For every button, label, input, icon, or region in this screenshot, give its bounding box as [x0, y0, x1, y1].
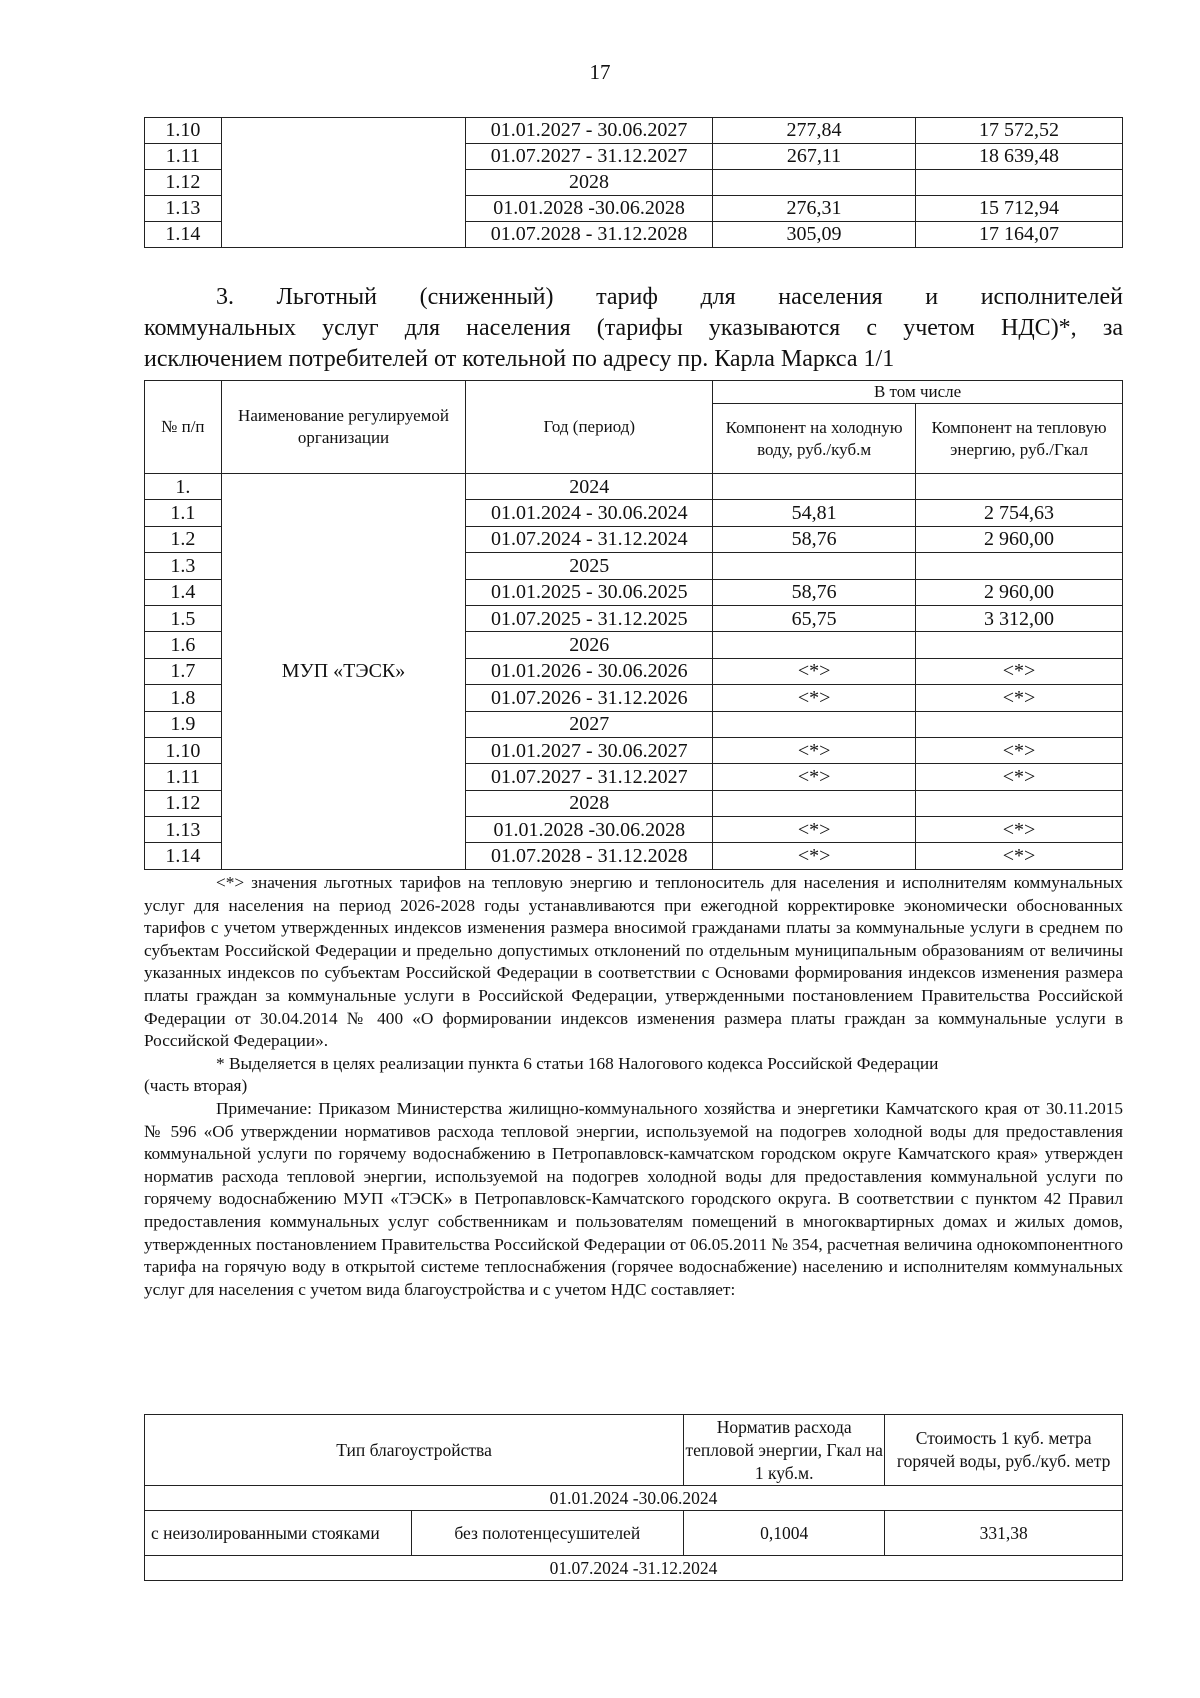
subtype-cell: без полотенцесушителей — [411, 1511, 684, 1556]
section-3-heading — [144, 282, 1123, 375]
period-cell: 01.01.2024 -30.06.2024 — [145, 1486, 1123, 1511]
period-cell: 2024 — [466, 474, 713, 500]
heat-energy-value: 2 960,00 — [916, 579, 1123, 605]
row-number: 1.4 — [145, 579, 222, 605]
period-cell: 2025 — [466, 553, 713, 579]
heading-line: 3. Льготный (сниженный) тариф для населения и исполнителей — [216, 284, 1123, 310]
heat-energy-value — [916, 553, 1123, 579]
organization-cell — [221, 118, 465, 248]
heat-energy-value: <*> — [916, 737, 1123, 763]
row-number: 1.6 — [145, 632, 222, 658]
table1-body — [145, 118, 1123, 248]
heat-energy-value: <*> — [916, 764, 1123, 790]
heat-energy-value — [916, 632, 1123, 658]
period-cell: 01.07.2024 -31.12.2024 — [145, 1556, 1123, 1581]
period-row — [145, 1486, 1123, 1511]
heading-line: исключением потребителей от котельной по адресу пр. Карла Маркса 1/1 — [144, 346, 895, 372]
heat-energy-value: 17 164,07 — [916, 222, 1123, 248]
header-norm: Норматив расхода тепловой энергии, Гкал на 1 куб.м. — [684, 1415, 885, 1486]
cold-water-value — [713, 711, 916, 737]
cold-water-value: 267,11 — [713, 144, 916, 170]
tariff-table-continued — [144, 117, 1123, 248]
period-cell: 01.07.2028 - 31.12.2028 — [466, 222, 713, 248]
heat-energy-value: 3 312,00 — [916, 605, 1123, 631]
table-row — [145, 118, 1123, 144]
cold-water-value — [713, 170, 916, 196]
period-cell: 01.01.2024 - 30.06.2024 — [466, 500, 713, 526]
header-including: В том числе — [713, 381, 1123, 404]
cold-water-value — [713, 553, 916, 579]
heat-energy-value — [916, 711, 1123, 737]
period-cell: 01.07.2028 - 31.12.2028 — [466, 843, 713, 869]
heat-energy-value: <*> — [916, 843, 1123, 869]
table3-body — [145, 1415, 1123, 1581]
period-cell: 2026 — [466, 632, 713, 658]
period-row — [145, 1556, 1123, 1581]
row-number: 1.11 — [145, 144, 222, 170]
table2-header — [145, 381, 1123, 474]
heat-energy-value: 2 754,63 — [916, 500, 1123, 526]
hot-water-cost-table — [144, 1414, 1123, 1581]
table2-body — [145, 474, 1123, 870]
period-cell: 01.07.2024 - 31.12.2024 — [466, 526, 713, 552]
cold-water-value: <*> — [713, 658, 916, 684]
type-cell: с неизолированными стояками — [145, 1511, 412, 1556]
period-cell: 01.01.2027 - 30.06.2027 — [466, 118, 713, 144]
period-cell: 01.07.2027 - 31.12.2027 — [466, 764, 713, 790]
heat-energy-value: <*> — [916, 658, 1123, 684]
period-cell: 2028 — [466, 170, 713, 196]
period-cell: 01.07.2027 - 31.12.2027 — [466, 144, 713, 170]
period-cell: 2028 — [466, 790, 713, 816]
header-period: Год (период) — [466, 381, 713, 474]
cold-water-value: 54,81 — [713, 500, 916, 526]
cold-water-value — [713, 474, 916, 500]
row-number: 1.12 — [145, 790, 222, 816]
period-cell: 01.07.2026 - 31.12.2026 — [466, 685, 713, 711]
heat-energy-value: 17 572,52 — [916, 118, 1123, 144]
row-number: 1.7 — [145, 658, 222, 684]
cold-water-value: 277,84 — [713, 118, 916, 144]
cold-water-value: 58,76 — [713, 526, 916, 552]
row-number: 1.14 — [145, 843, 222, 869]
cold-water-value: 58,76 — [713, 579, 916, 605]
asterisk-note: <*> значения льготных тарифов на тепловую энергию и теплоноситель для населения и исполнителям коммунальных услуг для населения на период 2026-2028 годы устанавливаются при ежегодной корректировке экономически обоснованных тарифов с учетом утвержденных индексов изменения размера вносимой гражданами платы за коммунальные услуги в среднем по субъектам Российской Федерации и предельно допустимых отклонений по отдельным муниципальным образованиям от величины указанных индексов по субъектам Российской Федерации в соответствии с Основами формирования индексов изменения размера платы граждан за коммунальные услуги в Российской Федерации, утвержденными постановлением Правительства Российской Федерации от 30.04.2014 № 400 «О формировании индексов изменения размера платы граждан за коммунальные услуги в Российской Федерации». — [144, 873, 1123, 1051]
heat-energy-value: 2 960,00 — [916, 526, 1123, 552]
row-number: 1.10 — [145, 118, 222, 144]
cold-water-value: <*> — [713, 843, 916, 869]
row-number: 1.5 — [145, 605, 222, 631]
row-number: 1.1 — [145, 500, 222, 526]
period-cell: 01.01.2027 - 30.06.2027 — [466, 737, 713, 763]
header-row — [145, 1415, 1123, 1486]
table-row — [145, 474, 1123, 500]
cold-water-value — [713, 632, 916, 658]
period-cell: 01.01.2025 - 30.06.2025 — [466, 579, 713, 605]
cold-water-value: <*> — [713, 685, 916, 711]
period-cell: 01.01.2026 - 30.06.2026 — [466, 658, 713, 684]
organization-name: МУП «ТЭСК» — [221, 474, 466, 870]
norm-value: 0,1004 — [684, 1511, 885, 1556]
row-number: 1.3 — [145, 553, 222, 579]
heat-energy-value: <*> — [916, 817, 1123, 843]
table-row — [145, 1511, 1123, 1556]
row-number: 1.9 — [145, 711, 222, 737]
cold-water-value: <*> — [713, 817, 916, 843]
vat-note-tail: (часть вторая) — [144, 1076, 248, 1096]
heat-energy-value: 15 712,94 — [916, 196, 1123, 222]
row-number: 1.8 — [145, 685, 222, 711]
heat-energy-value — [916, 474, 1123, 500]
row-number: 1.10 — [145, 737, 222, 763]
cold-water-value: <*> — [713, 737, 916, 763]
header-row — [145, 381, 1123, 404]
header-type: Тип благоустройства — [145, 1415, 684, 1486]
header-organization: Наименование регулируемой организации — [221, 381, 466, 474]
vat-note: * Выделяется в целях реализации пункта 6 статьи 168 Налогового кодекса Российской Федерации — [216, 1053, 939, 1073]
cost-value: 331,38 — [885, 1511, 1123, 1556]
row-number: 1.13 — [145, 817, 222, 843]
header-cold-water: Компонент на холодную воду, руб./куб.м — [713, 404, 916, 474]
heading-line: коммунальных услуг для населения (тарифы указываются с учетом НДС)*, за — [144, 315, 1123, 341]
cold-water-value: 276,31 — [713, 196, 916, 222]
period-cell: 01.01.2028 -30.06.2028 — [466, 817, 713, 843]
preferential-tariff-table — [144, 380, 1123, 870]
heat-energy-value — [916, 170, 1123, 196]
header-cost: Стоимость 1 куб. метра горячей воды, руб./куб. метр — [885, 1415, 1123, 1486]
period-cell: 2027 — [466, 711, 713, 737]
row-number: 1. — [145, 474, 222, 500]
page-number: 17 — [589, 60, 611, 84]
cold-water-value — [713, 790, 916, 816]
row-number: 1.12 — [145, 170, 222, 196]
row-number: 1.14 — [145, 222, 222, 248]
cold-water-value: 65,75 — [713, 605, 916, 631]
remark-paragraph: Примечание: Приказом Министерства жилищно-коммунального хозяйства и энергетики Камчатского края от 30.11.2015 № 596 «Об утверждении нормативов расхода тепловой энергии, используемой на подогрев холодной воды для предоставления коммунальной услуги по горячему водоснабжению в Петропавловск-камчатском городском округе Камчатского края» утвержден норматив расхода тепловой энергии, используемой на подогрев холодной воды для предоставления коммунальной услуги по горячему водоснабжению МУП «ТЭСК» в Петропавловск-Камчатского городского округа. В соответствии с пунктом 42 Правил предоставления коммунальных услуг собственникам и пользователям помещений в многоквартирных домах и жилых домов, утвержденных постановлением Правительства Российской Федерации от 06.05.2011 № 354, расчетная величина однокомпонентного тарифа на горячую воду в открытой системе теплоснабжения (горячее водоснабжение) населению и исполнителям коммунальных услуг для населения с учетом вида благоустройства и с учетом НДС составляет: — [144, 1098, 1123, 1299]
heat-energy-value: 18 639,48 — [916, 144, 1123, 170]
row-number: 1.2 — [145, 526, 222, 552]
header-num: № п/п — [145, 381, 222, 474]
period-cell: 01.07.2025 - 31.12.2025 — [466, 605, 713, 631]
heat-energy-value: <*> — [916, 685, 1123, 711]
row-number: 1.13 — [145, 196, 222, 222]
heat-energy-value — [916, 790, 1123, 816]
notes-block — [144, 872, 1123, 1301]
header-heat-energy: Компонент на тепловую энергию, руб./Гкал — [916, 404, 1123, 474]
row-number: 1.11 — [145, 764, 222, 790]
cold-water-value: 305,09 — [713, 222, 916, 248]
cold-water-value: <*> — [713, 764, 916, 790]
period-cell: 01.01.2028 -30.06.2028 — [466, 196, 713, 222]
